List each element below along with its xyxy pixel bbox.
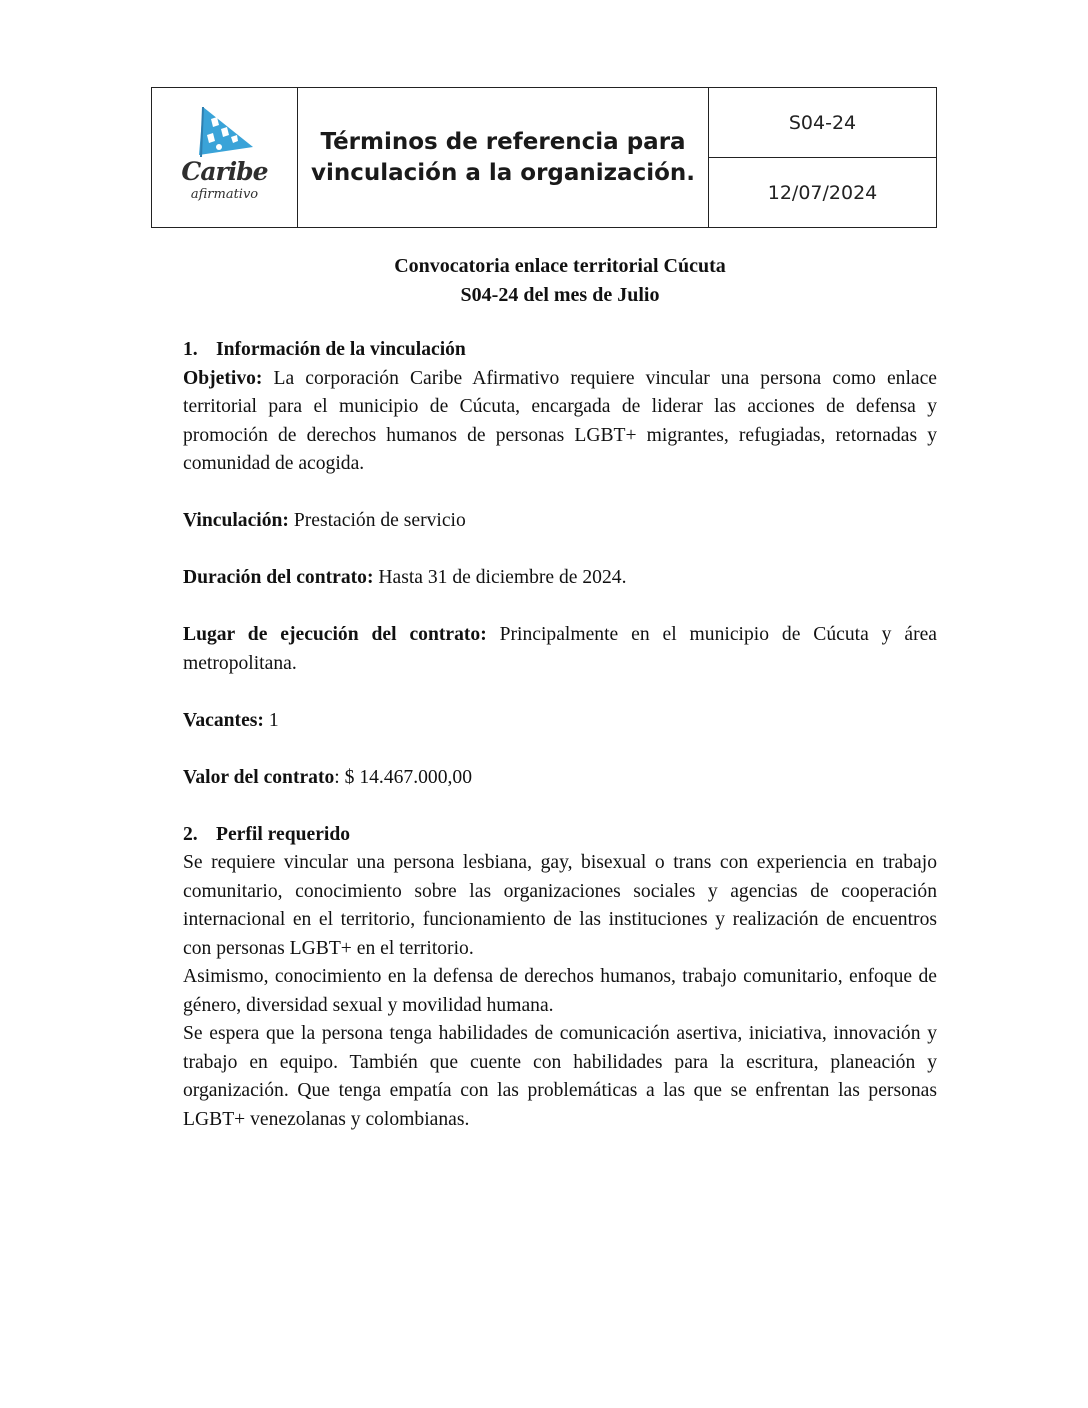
logo-cell [152,88,298,228]
valor-text: : $ 14.467.000,00 [334,766,472,788]
logo-wordmark: Caribe [181,157,268,186]
vacantes-text: 1 [263,709,279,731]
section-2-title [183,821,937,850]
section-1-title [183,336,937,365]
duracion-label: Duración del contrato: [183,567,374,588]
vacantes-paragraph [183,707,937,736]
valor-label: Valor del contrato [183,766,335,788]
lugar-text: Principalmente en el municipio de Cúcuta y área metropolitana. [183,624,937,674]
vinculacion-text: Prestación de servicio [288,510,466,531]
duracion-paragraph [183,564,937,593]
perfil-paragraph-3: Se espera que la persona tenga habilidades de comunicación asertiva, iniciativa, innovación y trabajo en equipo. También que cuente con habilidades para la escritura, planeación y organización. Que tenga empatía con las problemáticas a las que se enfrentan las personas LGBT+ venezolanas y colombianas. [183,1023,937,1130]
document-body [183,336,937,1134]
call-heading-line-2: S04-24 del mes de Julio [460,284,660,306]
objetivo-text: La corporación Caribe Afirmativo requiere vincular una persona como enlace territorial para el municipio de Cúcuta, encargada de liderar las acciones de defensa y promoción de derechos humanos de personas LGBT+ migrantes, refugiadas, retornadas y comunidad de acogida. [183,367,937,474]
document-title [298,88,709,228]
caribe-afirmativo-logo [177,105,273,205]
call-heading [183,252,937,310]
title-line-2: vinculación a la organización. [310,159,696,186]
objetivo-label: Objetivo: [183,367,263,389]
perfil-paragraph-2: Asimismo, conocimiento en la defensa de derechos humanos, trabajo comunitario, enfoque de género, diversidad sexual y movilidad humana. [183,966,937,1016]
document-header-table [151,87,937,228]
duracion-text: Hasta 31 de diciembre de 2024. [373,567,627,588]
objetivo-paragraph [183,365,937,479]
vacantes-label: Vacantes: [183,709,264,731]
section-1-title-text: Información de la vinculación [216,339,466,360]
valor-paragraph [183,764,937,793]
section-2-title-text: Perfil requerido [216,823,351,845]
section-2-number: 2. [183,823,198,845]
logo-subtext: afirmativo [190,187,259,202]
perfil-paragraph-1: Se requiere vincular una persona lesbiana, gay, bisexual o trans con experiencia en trabajo comunitario, conocimiento sobre las organizaciones sociales y agencias de cooperación internacional en el territorio, funcionamiento de las instituciones y realización de encuentros con personas LGBT+ en el territorio. [183,852,937,959]
document-code: S04-24 [709,88,937,158]
section-1-number: 1. [183,339,198,360]
vinculacion-label: Vinculación: [183,510,289,531]
vinculacion-paragraph [183,507,937,536]
lugar-paragraph [183,621,937,678]
title-line-1: Términos de referencia para [320,128,686,155]
logo-mark-icon [191,105,259,159]
call-heading-line-1: Convocatoria enlace territorial Cúcuta [394,255,726,277]
lugar-label: Lugar de ejecución del contrato: [183,624,487,645]
document-date: 12/07/2024 [709,158,937,228]
